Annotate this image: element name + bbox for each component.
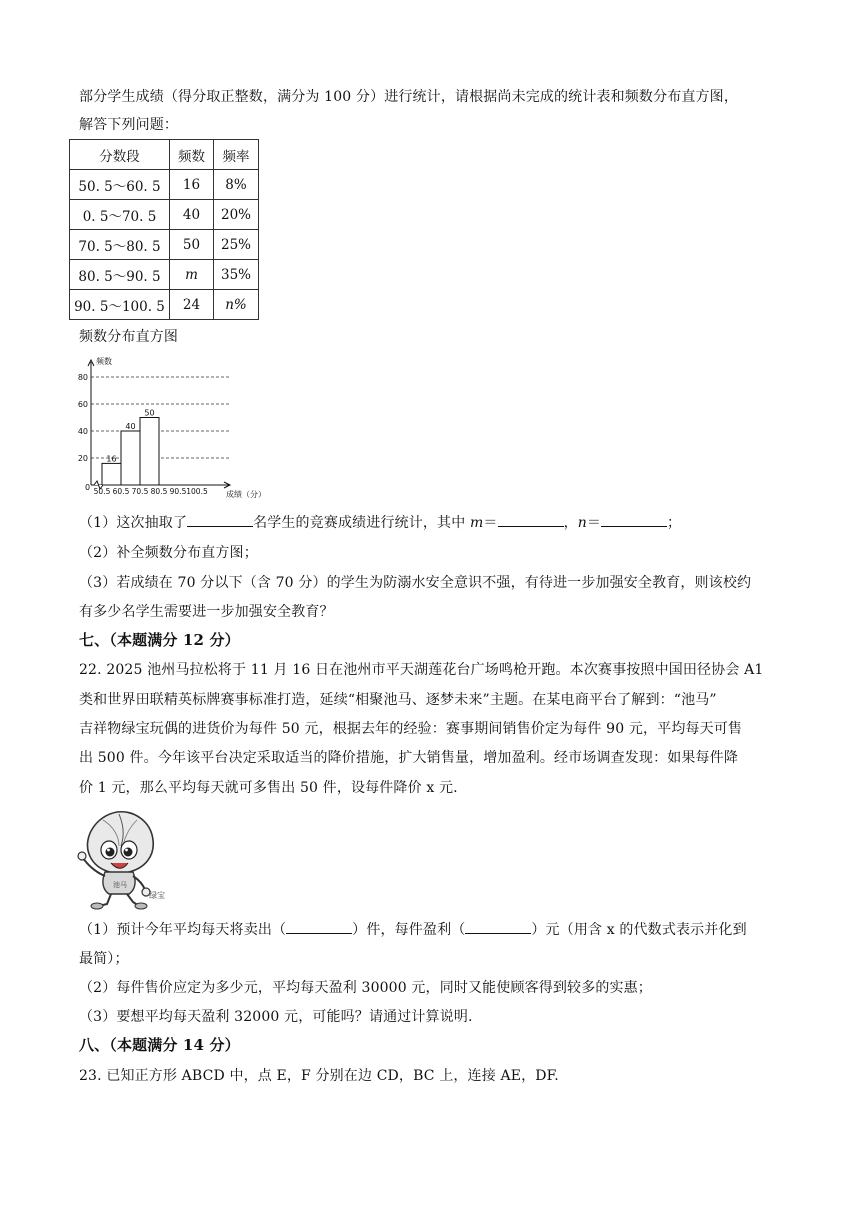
table-header-row bbox=[70, 140, 259, 170]
table-row bbox=[70, 290, 259, 320]
x-tick-label: 70.5 bbox=[131, 487, 149, 496]
table-cell: 35% bbox=[214, 260, 259, 290]
bar-value-label: 16 bbox=[106, 454, 117, 464]
bar-value-label: 50 bbox=[144, 408, 155, 418]
header-frequency: 频数 bbox=[170, 140, 214, 170]
histogram-bar bbox=[121, 431, 140, 485]
histogram-bar bbox=[140, 418, 159, 486]
header-rate: 频率 bbox=[214, 140, 259, 170]
histogram-chart bbox=[74, 352, 274, 500]
origin-label: 0 bbox=[85, 483, 91, 492]
x-tick-label: 80.5 bbox=[150, 487, 168, 496]
x-tick-label: 100.5 bbox=[186, 487, 208, 496]
table-cell: 50 bbox=[170, 230, 214, 260]
q22-line4: 出 500 件。今年该平台决定采取适当的降价措施，扩大销售量，增加盈利。经市场调查发现：如果每件降 bbox=[79, 750, 738, 766]
frequency-table bbox=[69, 139, 259, 320]
q22-line3: 吉祥物绿宝玩偶的进货价为每件 50 元，根据去年的经验：赛事期间销售价定为每件 90 元，平均每天可售 bbox=[79, 721, 743, 737]
answer-blank[interactable] bbox=[498, 512, 564, 527]
y-tick-label: 40 bbox=[77, 427, 88, 436]
mascot-image bbox=[73, 806, 165, 910]
answer-blank[interactable] bbox=[465, 919, 531, 934]
table-cell: 80. 5～90. 5 bbox=[70, 260, 170, 290]
q21-part1: （1）这次抽取了 名学生的竞赛成绩进行统计，其中 m＝ ，n＝ ； bbox=[79, 512, 681, 532]
y-tick-label: 80 bbox=[77, 373, 88, 382]
table-cell: 90. 5～100. 5 bbox=[70, 290, 170, 320]
y-axis-label: 频数 bbox=[96, 357, 112, 366]
header-score-range: 分数段 bbox=[70, 140, 170, 170]
x-tick-label: 50.5 bbox=[93, 487, 111, 496]
x-tick-label: 90.5 bbox=[169, 487, 187, 496]
table-cell: 24 bbox=[170, 290, 214, 320]
y-tick-label: 20 bbox=[77, 454, 88, 463]
table-cell: 70. 5～80. 5 bbox=[70, 230, 170, 260]
intro-line-1: 部分学生成绩（得分取正整数，满分为 100 分）进行统计，请根据尚未完成的统计表和频数分布直方图， bbox=[79, 89, 738, 105]
table-cell: 50. 5～60. 5 bbox=[70, 170, 170, 200]
q22-line1: 22. 2025 池州马拉松将于 11 月 16 日在池州市平天湖莲花台广场鸣枪开跑。本次赛事按照中国田径协会 A1 bbox=[79, 662, 764, 678]
x-tick-label: 60.5 bbox=[112, 487, 130, 496]
answer-blank[interactable] bbox=[601, 512, 667, 527]
q22-part3: （3）要想平均每天盈利 32000 元，可能吗？请通过计算说明. bbox=[79, 1009, 473, 1025]
table-row bbox=[70, 200, 259, 230]
q21-part2: （2）补全频数分布直方图； bbox=[79, 545, 258, 561]
chart-caption: 频数分布直方图 bbox=[79, 329, 179, 345]
q22-line2: 类和世界田联精英标牌赛事标准打造，延续“相聚池马、逐梦未来”主题。在某电商平台了解到：“池马” bbox=[79, 692, 717, 708]
table-row bbox=[70, 230, 259, 260]
bar-value-label: 40 bbox=[125, 422, 136, 431]
intro-line-2: 解答下列问题： bbox=[79, 117, 179, 133]
table-row bbox=[70, 260, 259, 290]
table-cell: m bbox=[170, 260, 214, 290]
q21-part3-line1: （3）若成绩在 70 分以下（含 70 分）的学生为防溺水安全意识不强，有待进一步加强安全教育，则该校约 bbox=[79, 575, 752, 591]
table-cell: n% bbox=[214, 290, 259, 320]
table-cell: 20% bbox=[214, 200, 259, 230]
q22-part1: （1）预计今年平均每天将卖出（ ）件，每件盈利（ ）元（用含 x 的代数式表示并化到 bbox=[79, 919, 747, 939]
table-cell: 25% bbox=[214, 230, 259, 260]
q23-line1: 23. 已知正方形 ABCD 中，点 E，F 分别在边 CD，BC 上，连接 AE，DF. bbox=[79, 1068, 559, 1084]
table-cell: 16 bbox=[170, 170, 214, 200]
x-axis-label: 成绩（分） bbox=[226, 490, 266, 499]
q21-part3-line2: 有多少名学生需要进一步加强安全教育？ bbox=[79, 604, 334, 620]
table-cell: 8% bbox=[214, 170, 259, 200]
answer-blank[interactable] bbox=[286, 919, 352, 934]
q22-part2: （2）每件售价应定为多少元，平均每天盈利 30000 元，同时又能使顾客得到较多的实惠； bbox=[79, 980, 652, 996]
q22-part1-line2: 最简）； bbox=[79, 951, 129, 967]
y-tick-label: 60 bbox=[77, 400, 88, 409]
mascot-caption: 绿宝 bbox=[149, 891, 165, 900]
table-row bbox=[70, 170, 259, 200]
histogram-bar bbox=[102, 463, 121, 485]
section-8-heading: 八、（本题满分 14 分） bbox=[79, 1036, 240, 1054]
svg-text:池马: 池马 bbox=[113, 881, 127, 889]
answer-blank[interactable] bbox=[187, 512, 253, 527]
table-cell: 40 bbox=[170, 200, 214, 230]
table-cell: 0. 5～70. 5 bbox=[70, 200, 170, 230]
q22-line5: 价 1 元，那么平均每天就可多售出 50 件，设每件降价 x 元. bbox=[79, 780, 458, 796]
section-7-heading: 七、（本题满分 12 分） bbox=[79, 631, 240, 649]
